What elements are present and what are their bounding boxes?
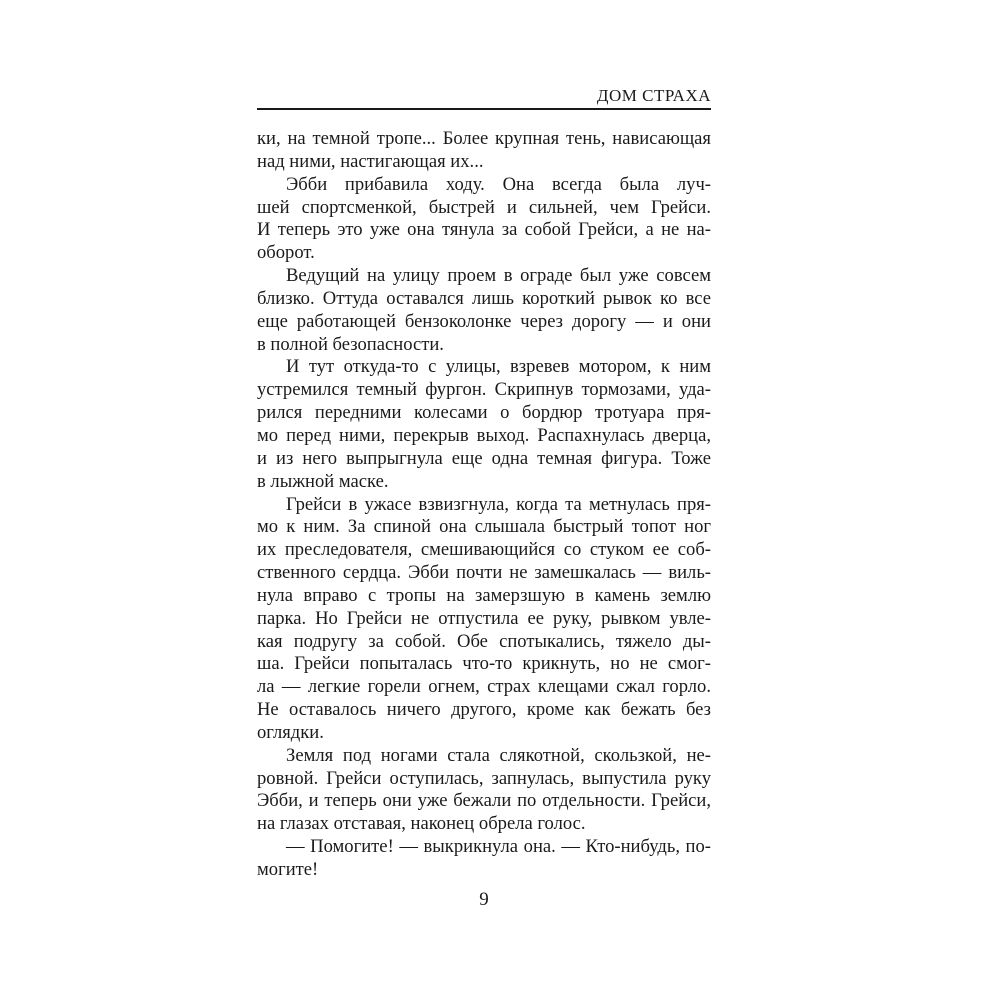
text-line: И теперь это уже она тянула за собой Грейси, а не на-	[257, 219, 711, 241]
text-line: ла — легкие горели огнем, страх клещами сжал горло.	[257, 676, 711, 698]
text-line: мо к ним. За спиной она слышала быстрый топот ног	[257, 516, 711, 538]
text-line: Эбби прибавила ходу. Она всегда была луч-	[286, 173, 711, 195]
text-line: на глазах отставая, наконец обрела голос.	[257, 813, 586, 835]
body-text	[257, 128, 711, 882]
text-line: ки, на темной тропе... Более крупная тень, нависающая	[257, 128, 711, 149]
text-line: Ведущий на улицу проем в ограде был уже совсем	[286, 265, 711, 287]
text-line: Земля под ногами стала слякотной, скользкой, не-	[286, 744, 711, 766]
text-line: и из него выпрыгнула еще одна темная фигура. Тоже	[257, 447, 711, 469]
page-number: 9	[479, 889, 489, 910]
text-line: парка. Но Грейси не отпустила ее руку, рывком увле-	[257, 607, 711, 629]
text-line: близко. Оттуда оставался лишь короткий рывок ко все	[257, 287, 711, 309]
text-line: Эбби, и теперь они уже бежали по отдельности. Грейси,	[257, 790, 711, 812]
text-line: мо перед ними, перекрыв выход. Распахнулась дверца,	[257, 424, 711, 446]
running-head	[257, 84, 711, 110]
text-line: их преследователя, смешивающийся со стуком ее соб-	[257, 539, 711, 561]
text-line: в лыжной маске.	[257, 470, 389, 492]
text-line: И тут откуда-то с улицы, взревев мотором, к ним	[286, 356, 711, 378]
text-line: кая подругу за собой. Обе спотыкались, тяжело ды-	[257, 630, 711, 652]
text-line: рился передними колесами о бордюр тротуара пря-	[257, 402, 711, 424]
text-line: ственного сердца. Эбби почти не замешкалась — виль-	[257, 562, 711, 584]
text-line: в полной безопасности.	[257, 333, 444, 355]
text-line: оглядки.	[257, 721, 324, 743]
book-page	[257, 84, 711, 910]
text-line: шей спортсменкой, быстрей и сильней, чем Грейси.	[257, 196, 711, 218]
text-line: могите!	[257, 859, 319, 880]
text-line: Грейси в ужасе взвизгнула, когда та метнулась пря-	[286, 493, 711, 515]
text-line: еще работающей бензоколонке через дорогу — и они	[257, 310, 711, 332]
text-line: оборот.	[257, 242, 315, 264]
text-line: Не оставалось ничего другого, кроме как бежать без	[257, 699, 711, 721]
text-line: — Помогите! — выкрикнула она. — Кто-нибудь, по-	[286, 836, 711, 858]
text-line: над ними, настигающая их...	[257, 150, 484, 172]
text-line: устремился темный фургон. Скрипнув тормозами, уда-	[257, 379, 711, 401]
text-line: ша. Грейси попыталась что-то крикнуть, но не смог-	[257, 653, 711, 675]
text-line: нула вправо с тропы на замерзшую в камень землю	[257, 584, 711, 606]
running-head-title: ДОМ СТРАХА	[596, 86, 711, 105]
text-line: ровной. Грейси оступилась, запнулась, выпустила руку	[257, 767, 711, 789]
